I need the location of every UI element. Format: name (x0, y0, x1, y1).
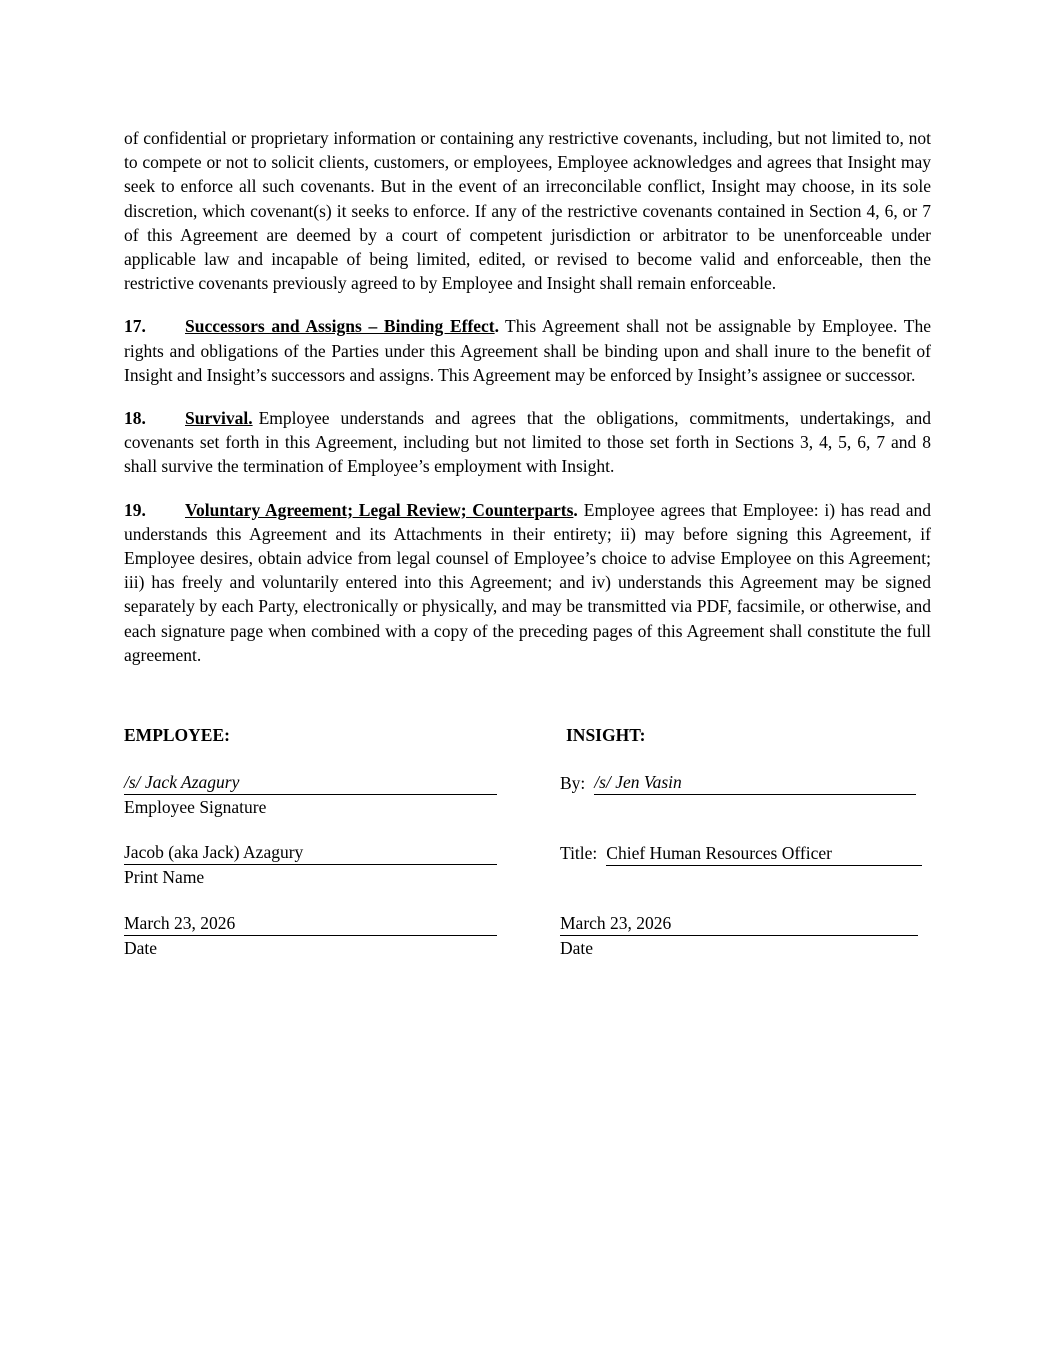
section-18 (124, 406, 931, 479)
insight-by-value: /s/ Jen Vasin (594, 772, 682, 793)
insight-signature-column (560, 723, 931, 982)
section-19-body: Employee agrees that Employee: i) has read and understands this Agreement and its Attachments in their entirety; ii) may before signing this Agreement, if Employee desires, obtain advice from legal counsel of Employee’s choice to advise Employee on this Agreement; iii) has freely and voluntarily entered into this Agreement; and iv) understands this Agreement may be signed separately by each Party, electronically or physically, and may be transmitted via PDF, facsimile, or otherwise, and each signature page when combined with a copy of the preceding pages of this Agreement shall constitute the full agreement. (124, 499, 931, 665)
insight-title-value: Chief Human Resources Officer (606, 842, 832, 863)
insight-date-line (560, 912, 918, 936)
section-17-number: 17. (124, 316, 146, 337)
employee-signature-value: /s/ Jack Azagury (124, 772, 240, 793)
insight-by-line (594, 771, 916, 795)
employee-print-name-caption: Print Name (124, 867, 205, 888)
insight-title-label: Title: (560, 843, 598, 864)
employee-print-name-line (124, 841, 497, 865)
employee-signature-line-row (124, 771, 560, 795)
employee-signature-line (124, 771, 497, 795)
employee-label: EMPLOYEE: (124, 725, 230, 746)
intro-paragraph (124, 126, 931, 295)
section-17 (124, 314, 931, 387)
section-19-period: . (573, 499, 578, 520)
insight-by-line-row (560, 771, 931, 795)
employee-date-group (124, 912, 560, 960)
insight-by-caption-spacer (560, 795, 931, 819)
employee-signature-group (124, 771, 560, 819)
insight-by-group (560, 771, 931, 819)
insight-title-caption-spacer (560, 866, 931, 890)
employee-date-caption: Date (124, 937, 158, 958)
intro-paragraph-text: of confidential or proprietary information or containing any restrictive covenants, including, but not limited to, not to compete or not to solicit clients, customers, or employees, Employee acknowledges and agrees that Insight may seek to enforce all such covenants. But in the event of an irreconcilable conflict, Insight may choose, in its sole discretion, which covenant(s) it seeks to enforce. If any of the restrictive covenants contained in Section 4, 6, or 7 of this Agreement are deemed by a court of competent jurisdiction or arbitrator to be unenforceable under applicable law and incapable of being limited, edited, or revised to become valid and enforceable, then the restrictive covenants previously agreed to by Employee and Insight shall remain enforceable. (124, 128, 931, 294)
employee-date-line-row (124, 912, 560, 936)
section-17-body: This Agreement shall not be assignable by Employee. The rights and obligations of the Parties under this Agreement shall be binding upon and shall inure to the benefit of Insight and Insight’s successors and assigns. This Agreement may be enforced by Insight’s assignee or successor. (124, 316, 931, 385)
employee-print-name-line-row (124, 841, 560, 865)
employee-print-name-value: Jacob (aka Jack) Azagury (124, 842, 304, 863)
employee-signature-column (124, 723, 560, 982)
section-18-number: 18. (124, 408, 146, 429)
insight-date-value: March 23, 2026 (560, 912, 672, 933)
insight-label: INSIGHT: (566, 725, 646, 746)
section-18-body: Employee understands and agrees that the obligations, commitments, undertakings, and covenants set forth in this Agreement, including but not limited to those set forth in Sections 3, 4, 5, 6, 7 and 8 shall survive the termination of Employee’s employment with Insight. (124, 408, 931, 477)
insight-title-line-row (560, 841, 931, 865)
employee-print-name-group (124, 841, 560, 889)
insight-by-label: By: (560, 773, 586, 794)
employee-date-line (124, 912, 497, 936)
section-19-number: 19. (124, 499, 146, 520)
section-19-heading: Voluntary Agreement; Legal Review; Counterparts (185, 499, 574, 520)
section-17-heading: Successors and Assigns – Binding Effect (185, 316, 495, 337)
insight-title-line (606, 842, 922, 866)
insight-title-group (560, 841, 931, 889)
employee-signature-caption: Employee Signature (124, 797, 267, 818)
insight-date-line-row (560, 912, 931, 936)
employee-date-value: March 23, 2026 (124, 912, 236, 933)
insight-date-group (560, 912, 931, 960)
section-19 (124, 498, 931, 667)
insight-date-caption: Date (560, 937, 594, 958)
signature-block (124, 723, 931, 982)
section-17-period: . (494, 316, 500, 337)
signature-columns (124, 723, 931, 982)
section-18-heading: Survival. (185, 408, 253, 429)
